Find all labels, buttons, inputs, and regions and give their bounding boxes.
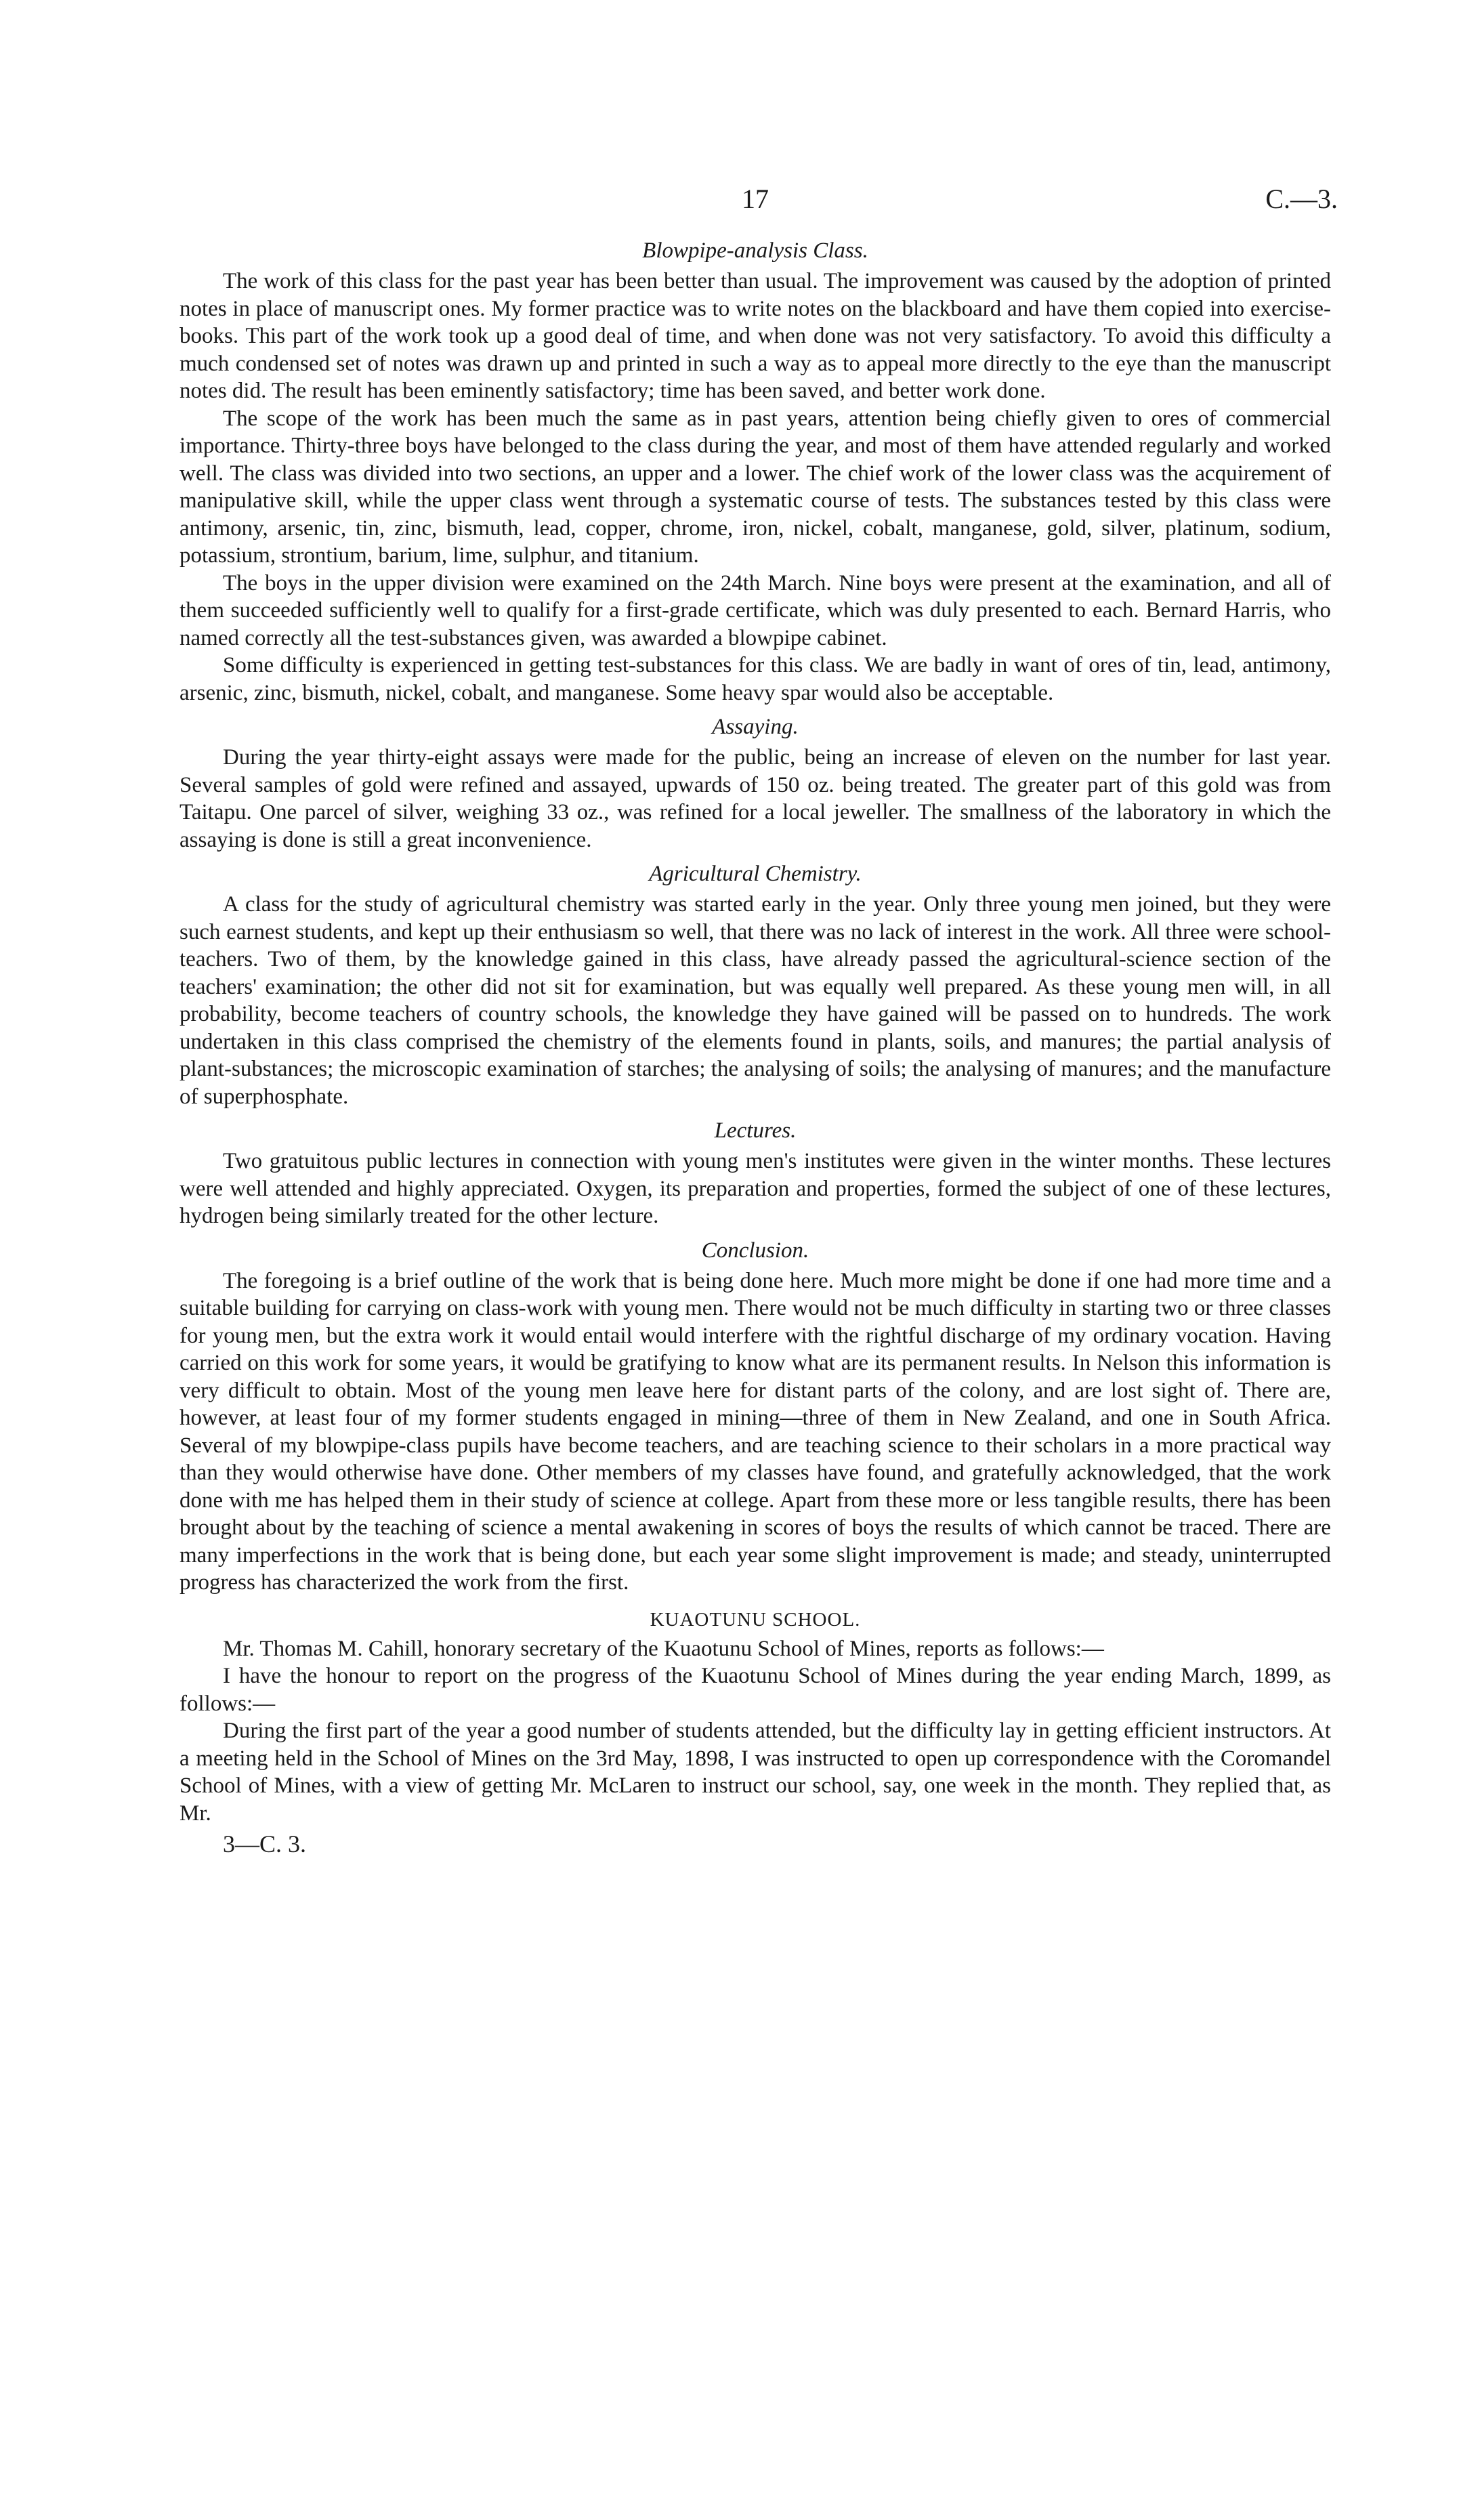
paragraph: During the year thirty-eight assays were made for the public, being an increase of eleven on the number for last year. Several samples of gold were refined and assayed, upwards of 150 oz. being treated. The greater part of this gold was from Taitapu. One parcel of silver, weighing 33 oz., was refined for a local jeweller. The smallness of the laboratory in which the assaying is done is still a great inconvenience.: [179, 745, 1331, 852]
footer-signature: 3—C. 3.: [223, 1830, 307, 1857]
section-title-blowpipe: Blowpipe-analysis Class.: [642, 238, 868, 263]
page-number: 17: [742, 184, 769, 214]
section-title-assaying: Assaying.: [712, 715, 799, 739]
section-title-kuaotunu-school: KUAOTUNU SCHOOL.: [650, 1608, 861, 1631]
paragraph: The work of this class for the past year has been better than usual. The improvement was caused by the adoption of printed notes in place of manuscript ones. My former practice was to write notes on the blackboard and have them copied into exercise-books. This part of the work took up a good deal of time, and when done was not very satisfactory. To avoid this difficulty a much condensed set of notes was drawn up and printed in such a way as to appeal more directly to the eye than the manuscript notes did. The result has been eminently satisfactory; time has been saved, and better work done.: [179, 269, 1331, 403]
paragraph: I have the honour to report on the progress of the Kuaotunu School of Mines during the year ending March, 1899, as follows:—: [179, 1664, 1331, 1716]
document-page: [179, 183, 1338, 1858]
paragraph: Two gratuitous public lectures in connection with young men's institutes were given in the winter months. These lectures were well attended and highly appreciated. Oxygen, its preparation and properties, formed the subject of one of these lectures, hydrogen being similarly treated for the other lecture.: [179, 1149, 1331, 1228]
section-title-agricultural-chemistry: Agricultural Chemistry.: [649, 862, 862, 886]
section-title-conclusion: Conclusion.: [701, 1238, 809, 1263]
page-header: [179, 183, 1338, 230]
paragraph: Some difficulty is experienced in getting test-substances for this class. We are badly in want of ores of tin, lead, antimony, arsenic, zinc, bismuth, nickel, cobalt, and manganese. Some heavy spar would also be acceptable.: [179, 653, 1331, 705]
section-title-lectures: Lectures.: [714, 1118, 797, 1143]
paragraph: During the first part of the year a good number of students attended, but the difficulty lay in getting efficient instructors. At a meeting held in the School of Mines on the 3rd May, 1898, I was instructed to open up correspondence with the Coromandel School of Mines, with a view of getting Mr. McLaren to instruct our school, say, one week in the month. They replied that, as Mr.: [179, 1719, 1331, 1826]
document-reference: C.—3.: [1265, 184, 1338, 214]
paragraph: The foregoing is a brief outline of the work that is being done here. Much more might be done if one had more time and a suitable building for carrying on class-work with young men. There would not be much difficulty in starting two or three classes for young men, but the extra work it would entail would interfere with the rightful discharge of my ordinary vocation. Having carried on this work for some years, it would be gratifying to know what are its permanent results. In Nelson this information is very difficult to obtain. Most of the young men leave here for distant parts of the colony, and are lost sight of. There are, however, at least four of my former students engaged in mining—three of them in New Zealand, and one in South Africa. Several of my blowpipe-class pupils have become teachers, and are teaching science to their scholars in a more practical way than they would otherwise have done. Other members of my classes have found, and gratefully acknowledged, that the work done with me has helped them in their study of science at college. Apart from these more or less tangible results, there has been brought about by the teaching of science a mental awakening in scores of boys the results of which cannot be traced. There are many imperfections in the work that is being done, but each year some slight improvement is made; and steady, uninterrupted progress has characterized the work from the first.: [179, 1268, 1331, 1595]
paragraph: The boys in the upper division were examined on the 24th March. Nine boys were present at the examination, and all of them succeeded sufficiently well to qualify for a first-grade certificate, which was duly presented to each. Bernard Harris, who named correctly all the test-substances given, was awarded a blowpipe cabinet.: [179, 570, 1331, 650]
paragraph: Mr. Thomas M. Cahill, honorary secretary of the Kuaotunu School of Mines, reports as follows:—: [223, 1636, 1104, 1661]
paragraph: A class for the study of agricultural chemistry was started early in the year. Only three young men joined, but they were such earnest students, and kept up their enthusiasm so well, that there was no lack of interest in the work. All three were school-teachers. Two of them, by the knowledge gained in this class, have already passed the agricultural-science section of the teachers' examination; the other did not sit for examination, but was equally well prepared. As these young men will, in all probability, become teachers of country schools, the knowledge they have gained will be passed on to hundreds. The work undertaken in this class comprised the chemistry of the elements found in plants, soils, and manures; the partial analysis of plant-substances; the microscopic examination of starches; the analysing of soils; the analysing of manures; and the manufacture of superphosphate.: [179, 892, 1331, 1109]
paragraph: The scope of the work has been much the same as in past years, attention being chiefly given to ores of commercial importance. Thirty-three boys have belonged to the class during the year, and most of them have attended regularly and worked well. The class was divided into two sections, an upper and a lower. The chief work of the lower class was the acquirement of manipulative skill, while the upper class went through a systematic course of tests. The substances tested by this class were antimony, arsenic, tin, zinc, bismuth, lead, copper, chrome, iron, nickel, cobalt, manganese, gold, silver, platinum, sodium, potassium, strontium, barium, lime, sulphur, and titanium.: [179, 406, 1331, 568]
